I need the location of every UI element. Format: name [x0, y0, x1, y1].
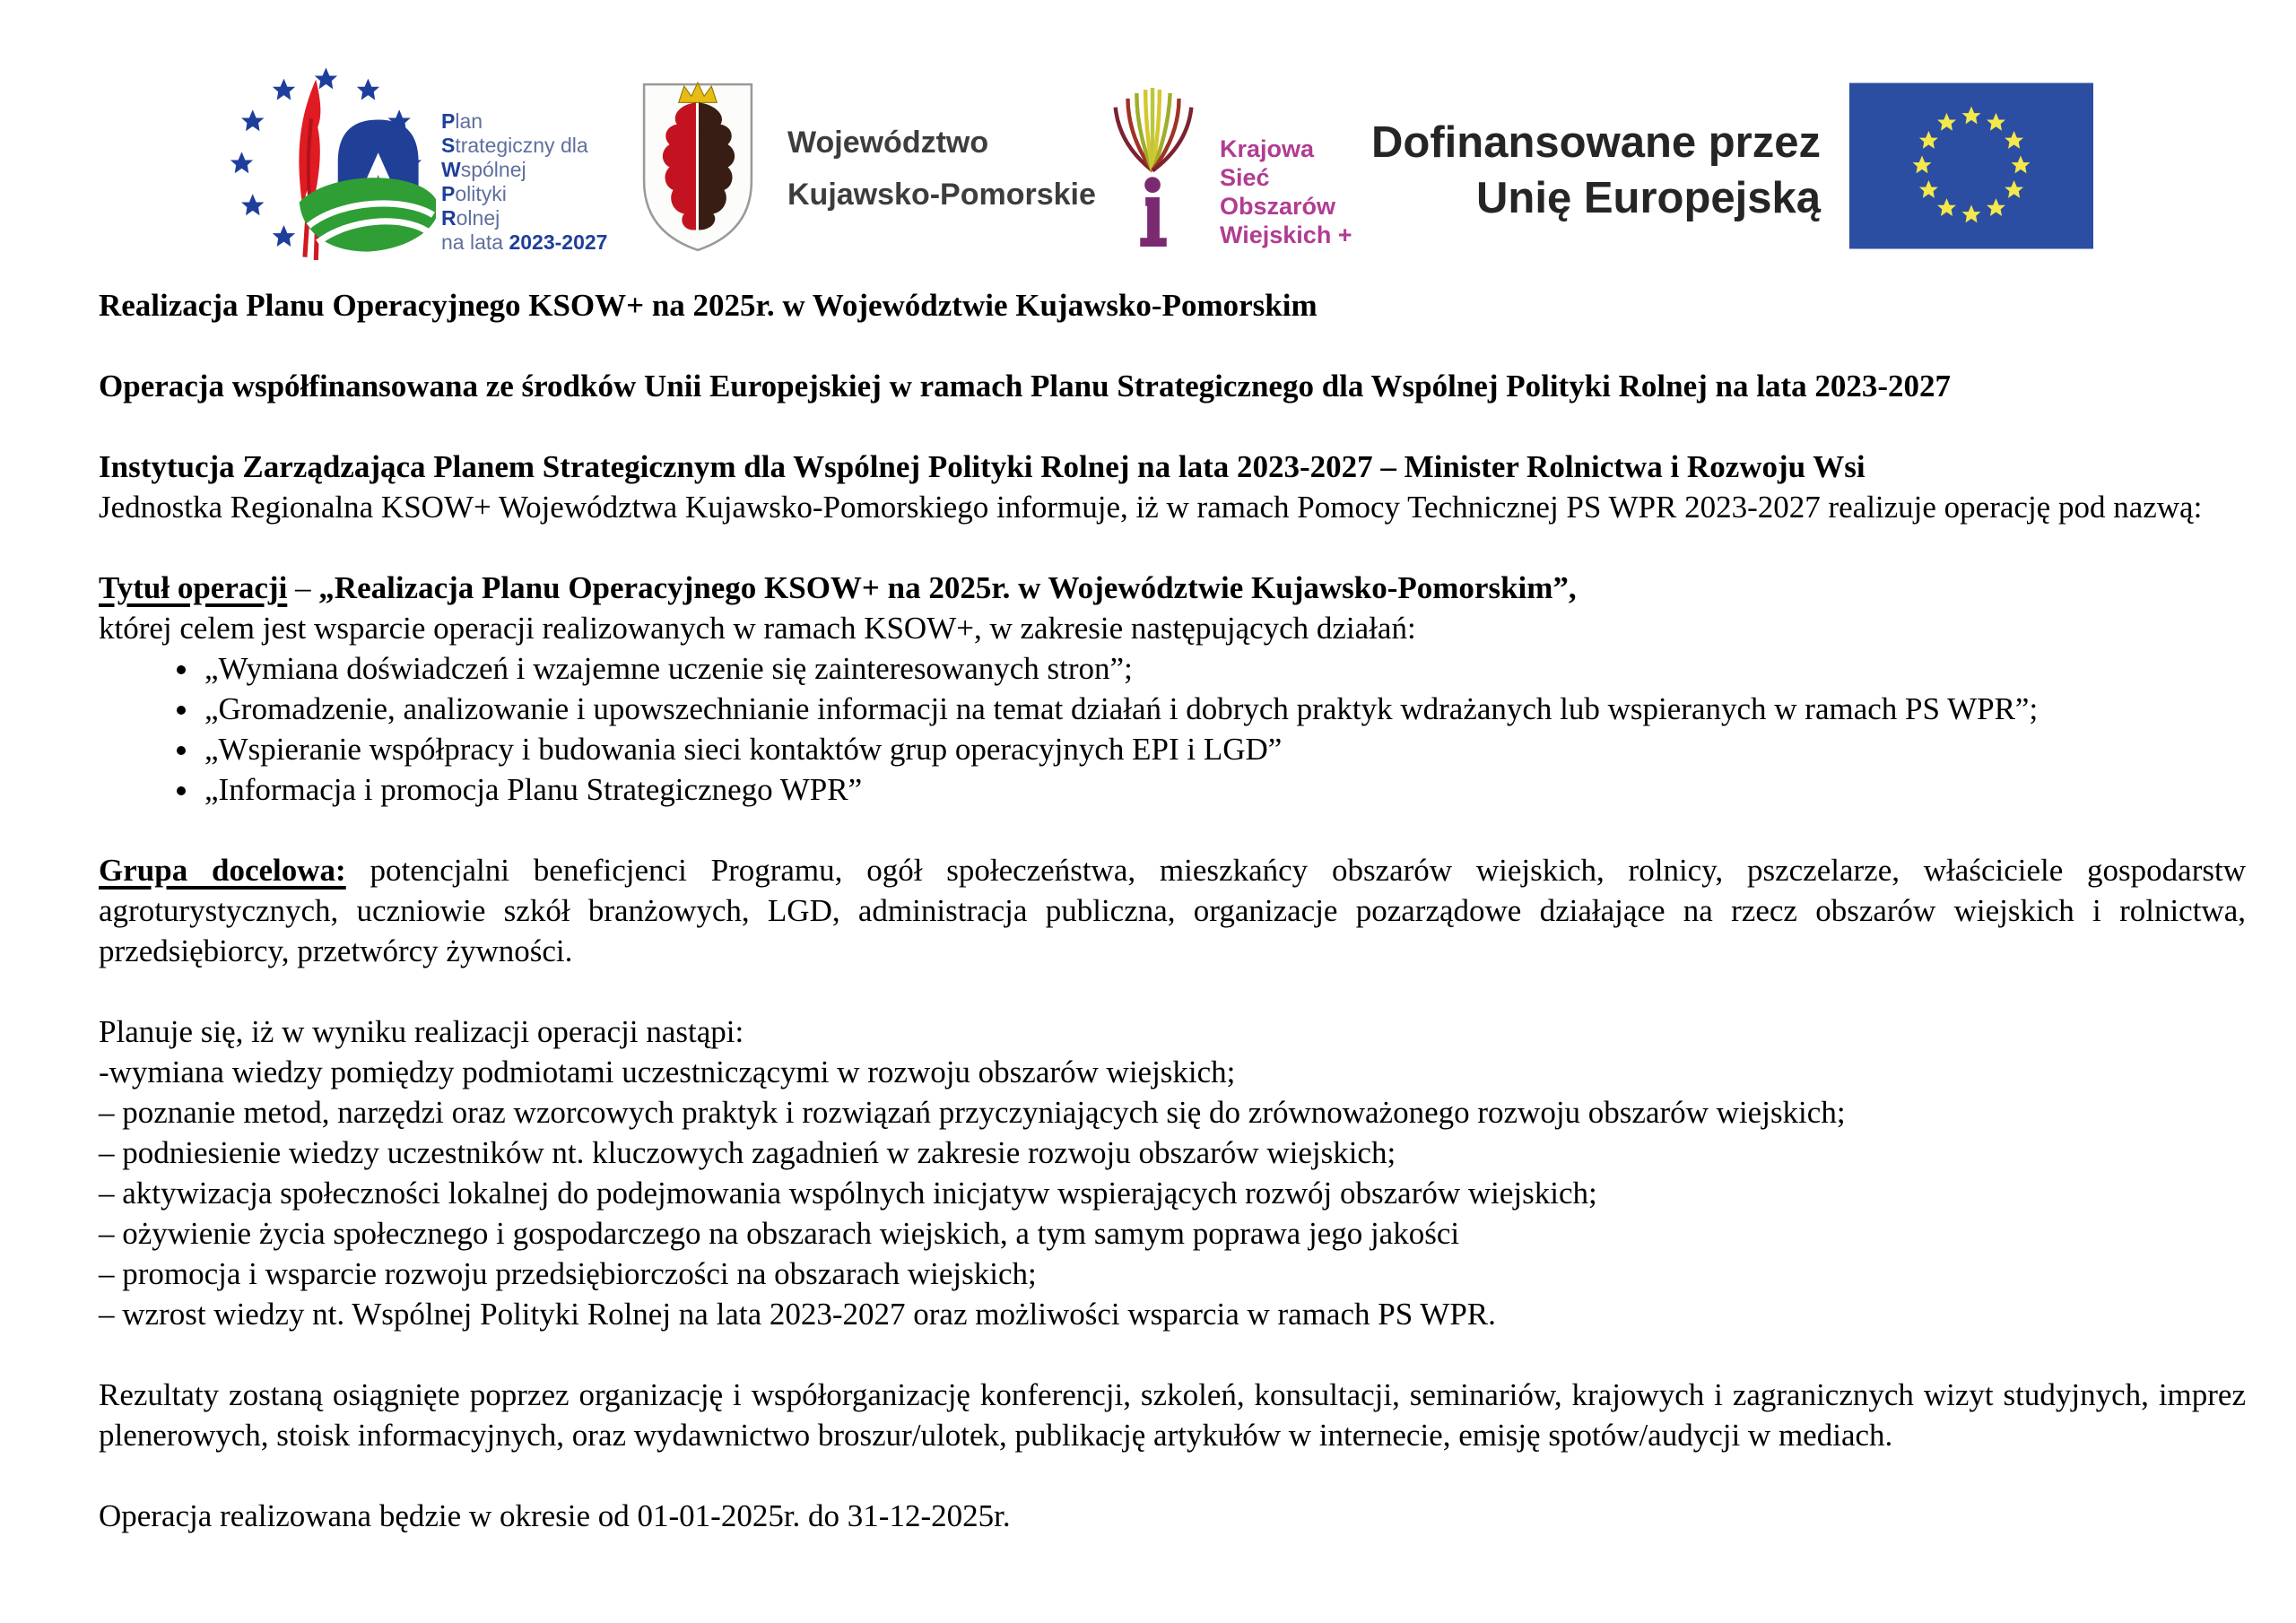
- ps-logo-line: Plan: [441, 109, 483, 133]
- operation-goal: której celem jest wsparcie operacji realizowanych w ramach KSOW+, w zakresie następujących działań:: [99, 611, 1416, 646]
- ps-wpr-logo: [221, 63, 607, 260]
- eu-flag: [1849, 81, 2093, 256]
- cofinancing-note: Operacja współfinansowana ze środków Unii Europejskiej w ramach Planu Strategicznego dla Wspólnej Polityki Rolnej na lata 2023-2027: [99, 369, 1952, 404]
- field-icon: [300, 178, 436, 251]
- logo-header: [0, 0, 2296, 269]
- planned-result-item: – ożywienie życia społecznego i gospodarczego na obszarach wiejskich, a tym samym poprawa jego jakości: [99, 1216, 1460, 1251]
- ksow-wheat-icon: [1101, 82, 1207, 255]
- planned-result-item: -wymiana wiedzy pomiędzy podmiotami uczestniczącymi w rozwoju obszarów wiejskich;: [99, 1055, 1236, 1089]
- ksow-name-line: Obszarów: [1220, 193, 1336, 220]
- voivodeship-name-line: Województwo: [787, 126, 989, 160]
- ps-logo-line: Strategiczny dla: [441, 134, 588, 157]
- ps-wpr-logo-text: [441, 63, 607, 255]
- target-group-label: Grupa docelowa:: [99, 853, 346, 888]
- document-body: [99, 285, 2246, 1536]
- ps-logo-line: Polityki: [441, 182, 507, 205]
- ksow-logo: [1101, 82, 1352, 255]
- planned-result-item: – poznanie metod, narzędzi oraz wzorcowych praktyk i rozwiązań przyczyniających się do zrównoważonego rozwoju obszarów wiejskich;: [99, 1095, 1846, 1130]
- eu-funding-line: Unię Europejską: [1476, 174, 1821, 222]
- ps-logo-years-line: na lata 2023-2027: [441, 230, 608, 254]
- eu-flag-icon: [1849, 81, 2093, 251]
- planned-result-item: – promocja i wsparcie rozwoju przedsiębiorczości na obszarach wiejskich;: [99, 1256, 1037, 1291]
- ps-logo-line: Rolnej: [441, 206, 500, 230]
- coat-of-arms-icon: [639, 79, 757, 256]
- target-group: [99, 850, 2246, 971]
- operation-title-separator: –: [287, 570, 319, 605]
- action-item: • „Informacja i promocja Planu Strategicznego WPR”: [201, 769, 2246, 810]
- ksow-name-line: Krajowa: [1220, 135, 1315, 162]
- planned-result-item: – aktywizacja społeczności lokalnej do podejmowania wspólnych inicjatyw wspierających rozwój obszarów wiejskich;: [99, 1176, 1597, 1211]
- eu-funding-line: Dofinansowane przez: [1371, 118, 1821, 167]
- planned-result-item: – wzrost wiedzy nt. Wspólnej Polityki Rolnej na lata 2023-2027 oraz możliwości wsparcia w ramach PS WPR.: [99, 1297, 1496, 1332]
- ps-wpr-emblem-icon: [221, 63, 436, 260]
- doc-title: Realizacja Planu Operacyjnego KSOW+ na 2025r. w Województwie Kujawsko-Pomorskim: [99, 288, 1318, 323]
- planned-result-item: – podniesienie wiedzy uczestników nt. kluczowych zagadnień w zakresie rozwoju obszarów wiejskich;: [99, 1135, 1396, 1170]
- results-method: Rezultaty zostaną osiągnięte poprzez organizację i współorganizację konferencji, szkoleń, konsultacji, seminariów, krajowych i zagranicznych wizyt studyjnych, imprez plenerowych, stoisk informacyjnych, oraz wydawnictwo broszur/ulotek, publikację artykułów w internecie, emisję spotów/audycji w mediach.: [99, 1377, 2246, 1453]
- operation-title-line: [99, 568, 2246, 608]
- actions-list: [99, 648, 2246, 810]
- eu-funding-text: [1318, 115, 1821, 226]
- action-item: • „Wymiana doświadczeń i wzajemne uczenie się zainteresowanych stron”;: [201, 648, 2246, 689]
- operation-title: „Realizacja Planu Operacyjnego KSOW+ na 2025r. w Województwie Kujawsko-Pomorskim”,: [318, 570, 1577, 605]
- voivodeship-logo: [639, 79, 1096, 256]
- ps-logo-line: Wspólnej: [441, 158, 526, 181]
- operation-title-label: Tytuł operacji: [99, 570, 288, 605]
- ksow-name-line: Wiejskich +: [1220, 221, 1352, 248]
- action-item: • „Wspieranie współpracy i budowania sieci kontaktów grup operacyjnych EPI i LGD”: [201, 729, 2246, 769]
- voivodeship-logo-text: [787, 79, 1096, 221]
- operation-period: Operacja realizowana będzie w okresie od 01-01-2025r. do 31-12-2025r.: [99, 1498, 1011, 1533]
- planned-results-intro: Planuje się, iż w wyniku realizacji operacji nastąpi:: [99, 1014, 744, 1049]
- target-group-text: potencjalni beneficjenci Programu, ogół społeczeństwa, mieszkańcy obszarów wiejskich, rolnicy, pszczelarze, właściciele gospodarstw agroturystycznych, uczniowie szkół branżowych, LGD, administracja publiczna, organizacje pozarządowe działające na rzecz obszarów wiejskich i rolnictwa, przedsiębiorcy, przetwórcy żywności.: [99, 853, 2246, 968]
- ksow-name-line: Sieć: [1220, 164, 1270, 191]
- regional-unit-info: Jednostka Regionalna KSOW+ Województwa Kujawsko-Pomorskiego informuje, iż w ramach Pomocy Technicznej PS WPR 2023-2027 realizuje operację pod nazwą:: [99, 490, 2203, 525]
- voivodeship-name-line: Kujawsko-Pomorskie: [787, 178, 1096, 212]
- action-item: • „Gromadzenie, analizowanie i upowszechnianie informacji na temat działań i dobrych praktyk wdrażanych lub wspieranych w ramach PS WPR”;: [201, 689, 2246, 729]
- managing-institution: Instytucja Zarządzająca Planem Strategicznym dla Wspólnej Polityki Rolnej na lata 2023-2027 – Minister Rolnictwa i Rozwoju Wsi: [99, 449, 1866, 484]
